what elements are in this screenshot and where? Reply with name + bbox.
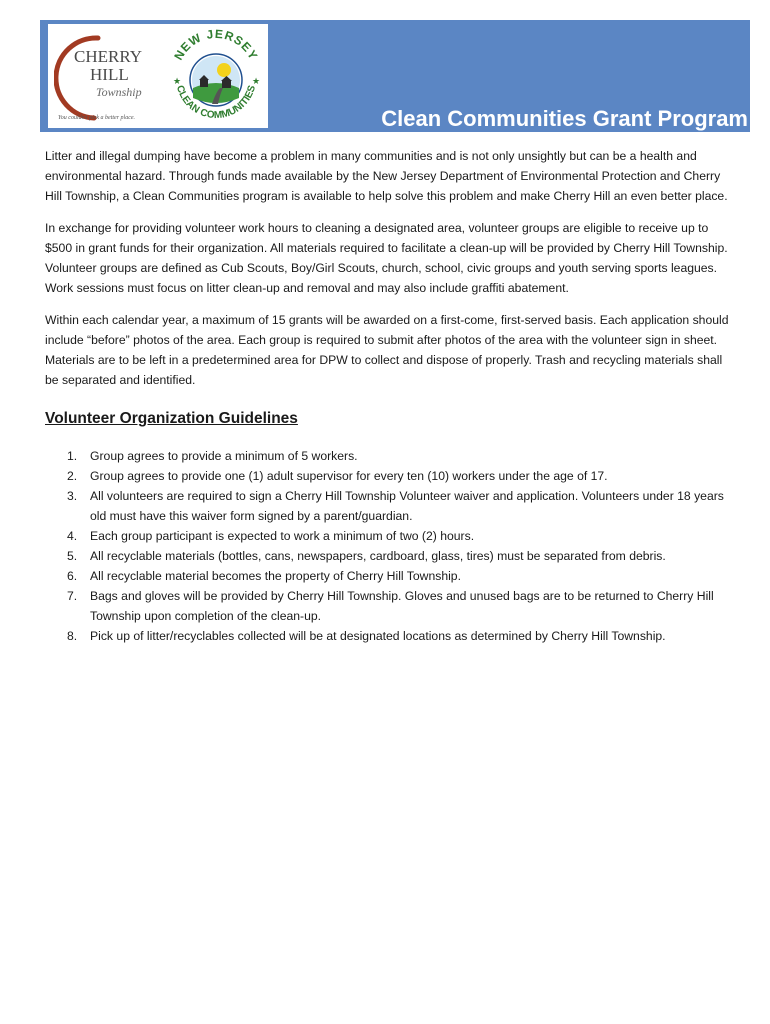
guideline-text: All recyclable material becomes the property of Cherry Hill Township. bbox=[90, 569, 461, 583]
guideline-number: 2. bbox=[67, 469, 78, 483]
cherry-hill-logo-tagline: You couldn't pick a better place. bbox=[58, 115, 136, 121]
paragraph-intro: Litter and illegal dumping have become a problem in many communities and is not only unsightly but can be a health and environmental hazard. Through funds made available by the New Jersey Department of Environmental Protection and Cherry Hill Township, a Clean Communities program is available to help solve this problem and make Cherry Hill an even better place. bbox=[45, 149, 728, 203]
guidelines-list bbox=[45, 446, 735, 646]
guideline-item bbox=[45, 486, 735, 526]
house-icon bbox=[200, 80, 208, 87]
guideline-item bbox=[45, 586, 735, 626]
guideline-number: 3. bbox=[67, 489, 78, 503]
guideline-item bbox=[45, 526, 735, 546]
guideline-number: 1. bbox=[67, 449, 78, 463]
guideline-item bbox=[45, 446, 735, 466]
cherry-hill-logo-line3: Township bbox=[96, 85, 142, 99]
cherry-hill-logo-line2: HILL bbox=[90, 65, 129, 84]
star-icon: ★ bbox=[252, 76, 261, 86]
guideline-item bbox=[45, 466, 735, 486]
guideline-item bbox=[45, 546, 735, 566]
cherry-hill-logo-line1: CHERRY bbox=[74, 47, 143, 66]
star-icon: ★ bbox=[173, 76, 182, 86]
guideline-item bbox=[45, 626, 735, 646]
guideline-text: All recyclable materials (bottles, cans, newspapers, cardboard, glass, tires) must be separated from debris. bbox=[90, 549, 666, 563]
guideline-text: All volunteers are required to sign a Cherry Hill Township Volunteer waiver and application. Volunteers under 18 years old must have this waiver form signed by a parent/guardian. bbox=[90, 489, 724, 523]
guideline-text: Each group participant is expected to work a minimum of two (2) hours. bbox=[90, 529, 475, 543]
sun-icon bbox=[217, 63, 231, 77]
guideline-item bbox=[45, 566, 735, 586]
guideline-text: Pick up of litter/recyclables collected will be at designated locations as determined by Cherry Hill Township. bbox=[90, 629, 666, 643]
nj-logo-bottom-text: CLEAN COMMUNITIES bbox=[173, 84, 259, 122]
paragraph-grant-limits: Within each calendar year, a maximum of 15 grants will be awarded on a first-come, first-served basis. Each application should include “before” photos of the area. Each group is required to submit after photos of the area with the volunteer sign in sheet. Materials are to be left in a predetermined area for DPW to collect and dispose of properly. Trash and recycling materials shall be separated and identified. bbox=[45, 313, 729, 387]
guideline-number: 6. bbox=[67, 569, 78, 583]
paragraph-eligibility: In exchange for providing volunteer work hours to cleaning a designated area, volunteer groups are eligible to receive up to $500 in grant funds for their organization. All materials required to facilitate a clean-up will be provided by Cherry Hill Township. Volunteer groups are defined as Cub Scouts, Boy/Girl Scouts, church, school, civic groups and youth serving sports leagues. Work sessions must focus on litter clean-up and removal and may also include graffiti abatement. bbox=[45, 221, 728, 295]
guideline-number: 7. bbox=[67, 589, 78, 603]
guideline-text: Group agrees to provide a minimum of 5 workers. bbox=[90, 449, 358, 463]
header-banner bbox=[40, 20, 750, 132]
guideline-number: 5. bbox=[67, 549, 78, 563]
guidelines-heading: Volunteer Organization Guidelines bbox=[45, 410, 298, 427]
nj-clean-communities-logo bbox=[166, 26, 266, 126]
cherry-hill-logo bbox=[54, 32, 158, 124]
page-title: Clean Communities Grant Program bbox=[381, 106, 748, 131]
guideline-number: 4. bbox=[67, 529, 78, 543]
guideline-text: Group agrees to provide one (1) adult supervisor for every ten (10) workers under the age of 17. bbox=[90, 469, 608, 483]
logo-panel bbox=[48, 24, 268, 128]
house-icon bbox=[222, 81, 231, 88]
nj-logo-top-text: NEW JERSEY bbox=[171, 26, 261, 63]
guideline-number: 8. bbox=[67, 629, 78, 643]
guideline-text: Bags and gloves will be provided by Cherry Hill Township. Gloves and unused bags are to be returned to Cherry Hill Township upon completion of the clean-up. bbox=[90, 589, 714, 623]
document-body bbox=[45, 146, 735, 646]
